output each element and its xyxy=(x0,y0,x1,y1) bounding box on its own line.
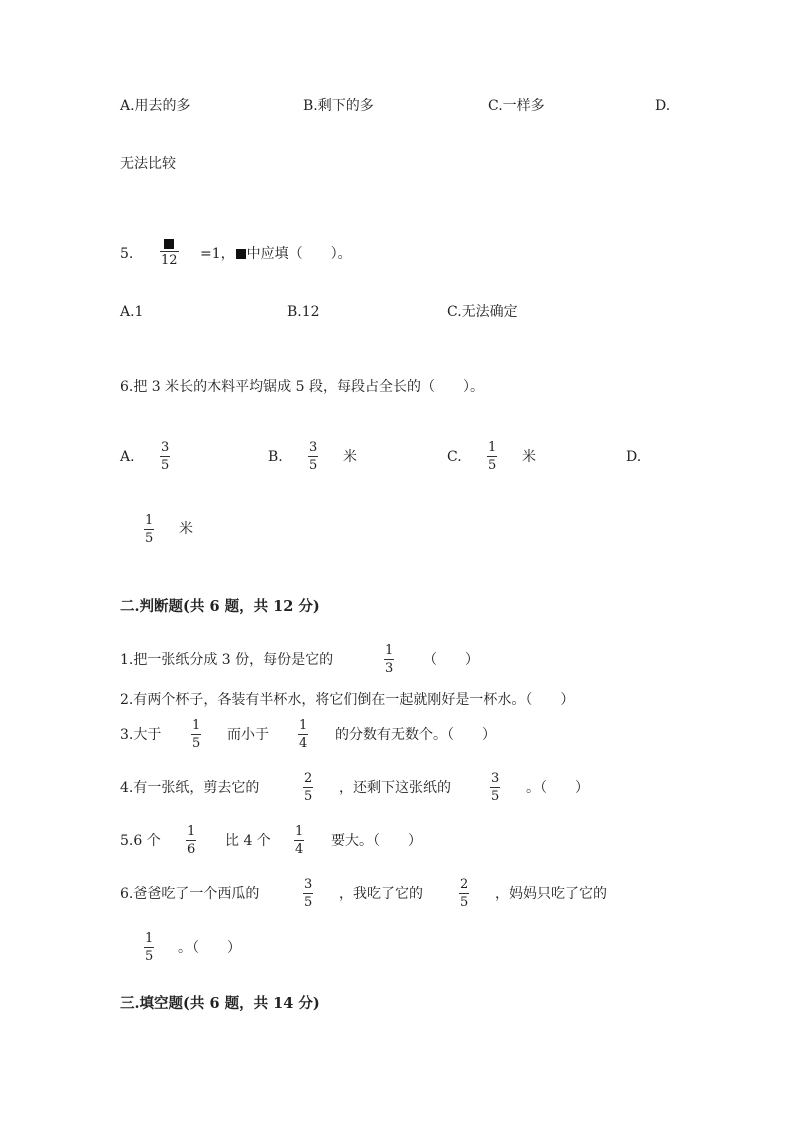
numerator: 1 xyxy=(385,643,394,658)
s2-item3-text-c: 的分数有无数个。（ ） xyxy=(335,727,496,743)
numerator: 1 xyxy=(145,513,154,528)
numerator: 1 xyxy=(145,931,154,946)
black-square-icon xyxy=(163,239,175,250)
s2-item2-text: 2.有两个杯子，各装有半杯水，将它们倒在一起就刚好是一杯水。（ ） xyxy=(120,692,575,708)
denominator: 5 xyxy=(309,458,318,473)
q5-option-b: B.12 xyxy=(287,304,320,320)
denominator: 5 xyxy=(161,458,170,473)
denominator: 5 xyxy=(491,789,500,804)
s2-item6-text-a: 6.爸爸吃了一个西瓜的 xyxy=(120,886,260,902)
s2-item5-fraction-2 xyxy=(294,825,304,857)
q5-stem xyxy=(200,245,352,263)
s2-item3-fraction-1 xyxy=(191,719,201,751)
q6-option-b-fraction xyxy=(308,441,318,473)
denominator: 4 xyxy=(299,736,308,751)
s2-item6-text-d: 。（ ） xyxy=(178,940,241,956)
q4-option-d: D. xyxy=(655,98,671,114)
denominator: 6 xyxy=(187,842,196,857)
s2-item5-text-a: 5.6 个 xyxy=(120,833,161,849)
numerator: 1 xyxy=(295,824,304,839)
denominator: 5 xyxy=(304,895,313,910)
q6-option-d-unit: 米 xyxy=(179,521,193,537)
s2-item4-text-b: ，还剩下这张纸的 xyxy=(339,780,451,796)
numerator: 1 xyxy=(299,718,308,733)
denominator: 5 xyxy=(304,789,313,804)
s2-item5-text-b: 比 4 个 xyxy=(225,833,271,849)
q6-stem: 6.把 3 米长的木料平均锯成 5 段，每段占全长的（ ）。 xyxy=(120,379,484,395)
s2-item6-text-b: ，我吃了它的 xyxy=(339,886,423,902)
denominator: 5 xyxy=(145,531,154,546)
s2-item3-text-a: 3.大于 xyxy=(120,727,162,743)
q5-number: 5. xyxy=(120,246,134,262)
denominator: 5 xyxy=(145,949,154,964)
black-square-icon xyxy=(236,249,246,259)
q6-option-a-fraction xyxy=(160,441,170,473)
s2-item3-fraction-2 xyxy=(298,719,308,751)
denominator: 5 xyxy=(460,895,469,910)
denominator: 5 xyxy=(192,736,201,751)
q6-option-d-fraction xyxy=(144,514,154,546)
s2-item4-fraction-2 xyxy=(490,772,500,804)
denominator: 3 xyxy=(385,661,394,676)
q5-option-a: A.1 xyxy=(120,304,144,320)
s2-item5-fraction-1 xyxy=(186,825,196,857)
s2-item6-fraction-3 xyxy=(144,932,154,964)
q5-denominator: 12 xyxy=(161,253,178,268)
s2-item5-text-c: 要大。（ ） xyxy=(331,833,422,849)
section-2-heading: 二.判断题(共 6 题，共 12 分) xyxy=(120,598,320,615)
q4-option-b: B.剩下的多 xyxy=(303,98,374,114)
s2-item6-fraction-1 xyxy=(303,878,313,910)
q6-option-b-unit: 米 xyxy=(343,449,357,465)
s2-item1-text: 1.把一张纸分成 3 份，每份是它的 xyxy=(120,652,334,668)
q5-option-c: C.无法确定 xyxy=(447,304,518,320)
q5-fraction xyxy=(160,239,179,268)
section-3-heading: 三.填空题(共 6 题，共 14 分) xyxy=(120,995,320,1012)
q4-option-a: A.用去的多 xyxy=(120,98,191,114)
s2-item1-fraction xyxy=(384,644,394,676)
numerator: 3 xyxy=(304,877,313,892)
numerator: 1 xyxy=(488,440,497,455)
denominator: 4 xyxy=(295,842,304,857)
q6-option-c-fraction xyxy=(487,441,497,473)
q6-option-c-unit: 米 xyxy=(522,449,536,465)
q6-option-c-label: C. xyxy=(447,449,462,465)
q6-option-b-label: B. xyxy=(268,449,283,465)
s2-item6-fraction-2 xyxy=(459,878,469,910)
s2-item4-text-c: 。（ ） xyxy=(526,780,589,796)
s2-item6-text-c: ，妈妈只吃了它的 xyxy=(495,886,607,902)
q5-text-end: 中应填（ ）。 xyxy=(246,246,352,262)
denominator: 5 xyxy=(488,458,497,473)
numerator: 3 xyxy=(309,440,318,455)
numerator: 1 xyxy=(192,718,201,733)
q5-text-after: =1， xyxy=(200,246,235,262)
numerator: 3 xyxy=(491,771,500,786)
numerator: 2 xyxy=(460,877,469,892)
s2-item3-text-b: 而小于 xyxy=(227,727,269,743)
q4-option-c: C.一样多 xyxy=(488,98,545,114)
q4-option-d-text: 无法比较 xyxy=(120,156,176,172)
q6-option-d-label: D. xyxy=(626,449,642,465)
numerator: 3 xyxy=(161,440,170,455)
numerator: 2 xyxy=(304,771,313,786)
q6-option-a-label: A. xyxy=(120,449,135,465)
s2-item1-answer-paren[interactable]: （ ） xyxy=(423,652,479,668)
s2-item4-fraction-1 xyxy=(303,772,313,804)
numerator: 1 xyxy=(187,824,196,839)
s2-item4-text-a: 4.有一张纸，剪去它的 xyxy=(120,780,260,796)
